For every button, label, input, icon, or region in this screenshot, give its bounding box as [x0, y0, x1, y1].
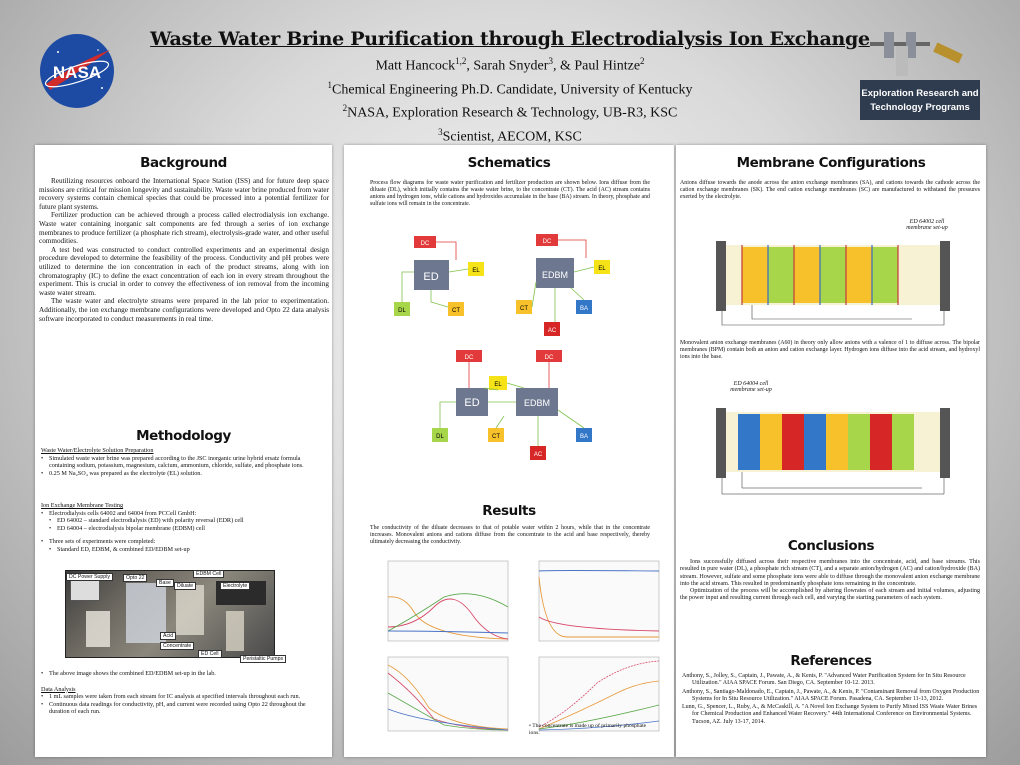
svg-text:EL: EL	[494, 382, 502, 388]
solution-bullet-1: • Simulated waste water brine was prepared according to the JSC inorganic urine hybrid ersatz formula containing sodium, potassium, magnesium, calcium, ammonium, chloride, sulfate, and phosphate ions.	[41, 455, 327, 470]
membrane-caption-2: ED 64004 cell membrane set-up	[730, 381, 772, 393]
svg-text:ED: ED	[423, 271, 439, 283]
conclusions-heading: Conclusions	[787, 538, 875, 554]
poster-title: Waste Water Brine Purification through Electrodialysis Ion Exchange	[150, 28, 870, 50]
results-footnote: • The concentrate is made up of primarily phosphate ions.	[529, 723, 647, 736]
affiliation-3: $^3$Scientist, AECOM, KSC	[438, 126, 582, 145]
data-bullet-2: • Continuous data readings for conductivity, pH, and current were recorded using Opto 22 throughout the duration of each run.	[41, 701, 327, 716]
photo-label-pumps: Peristaltic Pumps	[240, 655, 286, 663]
svg-text:DC: DC	[464, 355, 474, 361]
svg-text:CT: CT	[492, 434, 500, 440]
conclusions-p1: Ions successfully diffused across their respective membranes into the concentrate, acid, and base streams. This resulted in pure water (DL), a phosphate rich stream (CT), and a separate anion/hydrogen (AC) and cation/hydroxide (BA) stream. However, sulfate and some phosphate ions were able to diffuse through the monovalent anion exchange membrane into the acid stream. This resulted in predominantly phosphate ions remaining in the concentrate.	[680, 559, 980, 587]
methodology-heading: Methodology	[136, 428, 231, 444]
membrane-bullet-1: • Electrodialysis cells 64002 and 64004 from PCCell GmbH:	[41, 510, 327, 518]
results-text: The conductivity of the diluate decreases to that of potable water within 2 hours, while that in the concentrate increases. Monovalent anions and cations diffuse from the concentrate to the acid and base respectively, thereby ultimately decreasing the conductivity.	[370, 525, 650, 545]
schematic-diagram-1	[386, 222, 616, 342]
results-heading: Results	[482, 503, 536, 519]
solution-title: Waste Water/Electrolyte Solution Preparation	[41, 447, 154, 454]
references-list	[682, 673, 980, 727]
svg-text:EL: EL	[472, 268, 480, 274]
membrane-bullet-2: • Three sets of experiments were completed:	[41, 538, 327, 546]
affiliation-2: $^2$NASA, Exploration Research & Technology, UB-R3, KSC	[342, 103, 678, 121]
svg-text:DC: DC	[542, 239, 552, 245]
photo-description: • The above image shows the combined ED/EDBM set-up in the lab.	[41, 670, 327, 678]
results-chart-ions-1	[374, 653, 524, 745]
reference-1: Anthony, S., Jolley, S., Captain, J., Pawate, A., & Kenis, P. "Advanced Water Purification System for In Situ Resource Utilization." AIAA SPACE Forum. San Diego, CA. September 10-12. 2013.	[682, 673, 966, 687]
reference-2: Anthony, S., Santiago-Maldonado, E., Captain, J., Pawate, A., & Kenis, P. "Contaminant Removal from Oxygen Production Systems for In Situ Resource Utilization." AIAA SPACE Forum. Pasadena, CA. September 11-13, 2012.	[682, 688, 980, 702]
photo-label-base: Base	[156, 579, 174, 587]
background-text	[39, 177, 329, 323]
methodology-solution	[41, 447, 327, 477]
svg-text:EDBM: EDBM	[523, 398, 551, 408]
methodology-membrane	[41, 502, 327, 554]
background-heading: Background	[140, 155, 227, 171]
schematic-diagram-2	[384, 350, 634, 462]
membrane-text-1: Anions diffuse towards the anode across the anion exchange membranes (SA), and cations towards the cathode across the cation exchange membranes (SK). The end cation exchange membranes (SC) are manufactured to withstand the pressures exerted by the electrolyte.	[680, 180, 980, 200]
svg-text:EL: EL	[598, 266, 606, 272]
data-bullet-1: • 1 mL samples were taken from each stream for IC analysis at specified intervals throughout each run.	[41, 693, 327, 701]
photo-label-edbm-cell: EDBM Cell	[193, 570, 224, 578]
background-p1: Reutilizing resources onboard the International Space Station (ISS) and for future deep space missions are critical for mission longevity and sustainability. Waste water brine produced from water recovery systems contain chemical species that could be processed into a potential fertilizer for future plant systems.	[39, 177, 329, 211]
poster-header	[0, 0, 1020, 145]
svg-text:NASA: NASA	[52, 63, 102, 82]
membrane-sub-2: • ED 64004 – electrodialysis bipolar membrane (EDBM) cell	[41, 525, 327, 533]
exploration-research-logo-icon	[850, 28, 980, 123]
membrane-diagram-2	[682, 400, 982, 500]
svg-text:BA: BA	[579, 434, 589, 440]
affiliation-1: $^1$Chemical Engineering Ph.D. Candidate, University of Kentucky	[327, 79, 693, 98]
svg-text:BA: BA	[579, 306, 589, 312]
photo-label-electrolyte: Electrolyte	[220, 582, 250, 590]
schematics-text: Process flow diagrams for waste water purification and fertilizer production are shown below. Ions diffuse from the diluate (DL), which initially contains the waste water brine, to the concentrate (CT). The acid (AC) stream contains anions and hydrogen ions, while cations and hydroxides accumulate in the base (BA) stream. In theory, phosphate and sulfate ions will remain in the concentrate.	[370, 180, 650, 207]
results-chart-conductivity	[374, 557, 524, 655]
svg-text:DC: DC	[420, 241, 430, 247]
conclusions-text	[680, 559, 980, 603]
svg-text:ED: ED	[464, 397, 480, 409]
svg-text:AC: AC	[533, 452, 543, 458]
svg-text:EDBM: EDBM	[541, 270, 569, 280]
schematics-heading: Schematics	[467, 155, 551, 171]
membrane-sub-3: • Standard ED, EDBM, & combined ED/EDBM set-up	[41, 546, 327, 554]
svg-text:DL: DL	[398, 308, 406, 314]
author-line: Matt Hancock$^{1,2}$, Sarah Snyder$^3$, & Paul Hintze$^2$	[375, 56, 645, 74]
reference-3: Lunn, G., Spencer, L., Ruby, A., & McCaskill, A. "A Novel Ion Exchange System to Purify Mixed ISS Waste Water Brines for Chemical Production and Enhanced Water Recovery." 44th International Conference on Environmental Systems. Tucson, AZ. July 13-17, 2014.	[682, 704, 978, 725]
svg-text:Technology Programs: Technology Programs	[870, 102, 970, 113]
solution-bullet-2: • 0.25 M Na₂SO₄ was prepared as the electrolyte (EL) solution.	[41, 470, 327, 478]
left-panel	[35, 145, 332, 757]
photo-label-acid: Acid	[160, 632, 176, 640]
background-p3: A test bed was constructed to conduct controlled experiments and an experimental design procedure developed to determine the feasibility of the process. Conductivity and pH probes were utilized to determine the ion concentration in each of the product streams, along with ion chromatography (IC) to define the exact concentration of each ion in every stream throughout the experiment. This is crucial in order to convey the effectiveness of ion removal from the incoming waste water stream.	[39, 245, 329, 297]
references-heading: References	[790, 653, 872, 669]
data-analysis-title: Data Analysis	[41, 685, 76, 693]
right-panel	[676, 145, 986, 757]
svg-text:DL: DL	[436, 434, 444, 440]
membrane-testing-title: Ion Exchange Membrane Testing	[41, 502, 124, 509]
background-p2: Fertilizer production can be achieved through a process called electrodialysis ion exchange. Waste water containing inorganic salt components are fed through a series of ion exchange membranes to produce fertilizer (a phosphate rich stream), electrolysis-grade water, and other useful commodities.	[39, 211, 329, 246]
svg-text:CT: CT	[520, 306, 528, 312]
svg-text:DC: DC	[544, 355, 554, 361]
middle-panel	[344, 145, 674, 757]
membrane-caption-1: ED 64002 cell membrane set-up	[906, 219, 948, 231]
membrane-heading: Membrane Configurations	[736, 155, 926, 171]
membrane-diagram-1	[682, 233, 982, 333]
photo-label-ed-cell: ED Cell	[198, 650, 222, 658]
svg-text:Exploration Research and: Exploration Research and	[861, 88, 979, 99]
photo-label-diluate: Diluate	[174, 582, 196, 590]
photo-label-opto: Opto 22	[123, 574, 147, 582]
membrane-sub-1: • ED 64002 – standard electrodialysis (ED) with polarity reversal (EDR) cell	[41, 517, 327, 525]
background-p4: The waste water and electrolyte streams were prepared in the lab prior to experimentation. Additionally, the ion exchange membrane configurations were developed and Opto 22 data analysis software incorporated to conduct measurements in real time.	[39, 297, 329, 323]
svg-text:AC: AC	[547, 328, 557, 334]
membrane-text-2: Monovalent anion exchange membranes (A60) in theory only allow anions with a valence of 1 to diffuse across. The bipolar membranes (BPM) contain both an anion and cation exchange layer. Hydrogen ions diffuse into the acid stream, and hydroxyl ions into the base.	[680, 340, 980, 360]
svg-text:CT: CT	[452, 308, 460, 314]
photo-label-concentrate: Concentrate	[160, 642, 194, 650]
conclusions-p2: Optimization of the process will be accomplished by altering flowrates of each stream and initial volumes, adjusting the power input and resulting current through each cell, and varying the starting parameters of each system.	[680, 588, 980, 602]
methodology-data	[41, 670, 327, 716]
photo-label-dc-power: DC Power Supply	[66, 573, 113, 581]
results-chart-ph	[527, 557, 667, 655]
